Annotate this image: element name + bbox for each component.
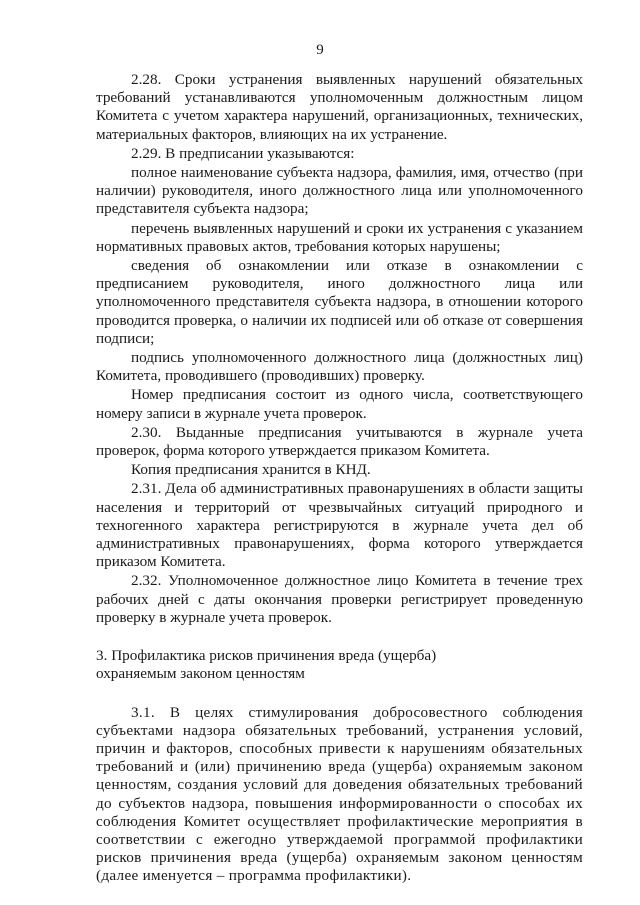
paragraph-signature: подпись уполномоченного должностного лица (должностных лиц) Комитета, проводившего (проводивших) проверку. (96, 349, 583, 385)
paragraph-prescription-number: Номер предписания состоит из одного числа, соответствующего номеру записи в журнале учета проверок. (96, 386, 583, 422)
paragraph-2-31: 2.31. Дела об административных правонарушениях в области защиты населения и территорий от чрезвычайных ситуаций природного и техногенного характера регистрируются в журнале учета дел об административных правонарушениях, форма которого утверждается приказом Комитета. (96, 480, 583, 571)
paragraph-2-32: 2.32. Уполномоченное должностное лицо Комитета в течение трех рабочих дней с даты окончания проверки регистрирует проведенную проверку в журнале учета проверок. (96, 572, 583, 626)
paragraph-2-30: 2.30. Выданные предписания учитываются в журнале учета проверок, форма которого утверждается приказом Комитета. (96, 423, 583, 460)
paragraph-violations-list: перечень выявленных нарушений и сроки их устранения с указанием нормативных правовых актов, требования которых нарушены; (96, 219, 583, 255)
paragraph-2-29: 2.29. В предписании указываются: (131, 144, 355, 162)
paragraph-2-28: 2.28. Сроки устранения выявленных нарушений обязательных требований устанавливаются уполномоченным должностным лицом Комитета с учетом характера нарушений, организационных, технических, материальных факторов, влияющих на их устранение. (96, 71, 583, 143)
document-body (96, 71, 583, 886)
paragraph-3-1: 3.1. В целях стимулирования добросовестного соблюдения субъектами надзора обязательных требований, устранения условий, причин и факторов, способных привести к нарушениям обязательных требований и (или) причинению вреда (ущерба) охраняемым законом ценностям, создания условий для доведения обязательных требований до субъектов надзора, повышения информированности о способах их соблюдения Комитет осуществляет профилактические мероприятия в соответствии с ежегодно утверждаемой программой профилактики рисков причинения вреда (ущерба) охраняемым законом ценностям (далее именуется – программа профилактики). (96, 703, 583, 885)
section-heading-line-1: 3. Профилактика рисков причинения вреда (ущерба) (96, 647, 437, 665)
paragraph-subject-name: полное наименование субъекта надзора, фамилия, имя, отчество (при наличии) руководителя, иного должностного лица или уполномоченного представителя субъекта надзора; (96, 164, 583, 218)
section-heading-line-2: охраняемым законом ценностям (96, 665, 305, 683)
page-number: 9 (316, 42, 324, 58)
paragraph-acquaintance-info: сведения об ознакомлении или отказе в ознакомлении с предписанием руководителя, иного должностного лица или уполномоченного представителя субъекта надзора, в отношении которого проводится проверка, о наличии их подписей или об отказе от совершения подписи; (96, 257, 583, 347)
section-heading (96, 647, 583, 683)
paragraph-copy-storage: Копия предписания хранится в КНД. (131, 461, 371, 479)
